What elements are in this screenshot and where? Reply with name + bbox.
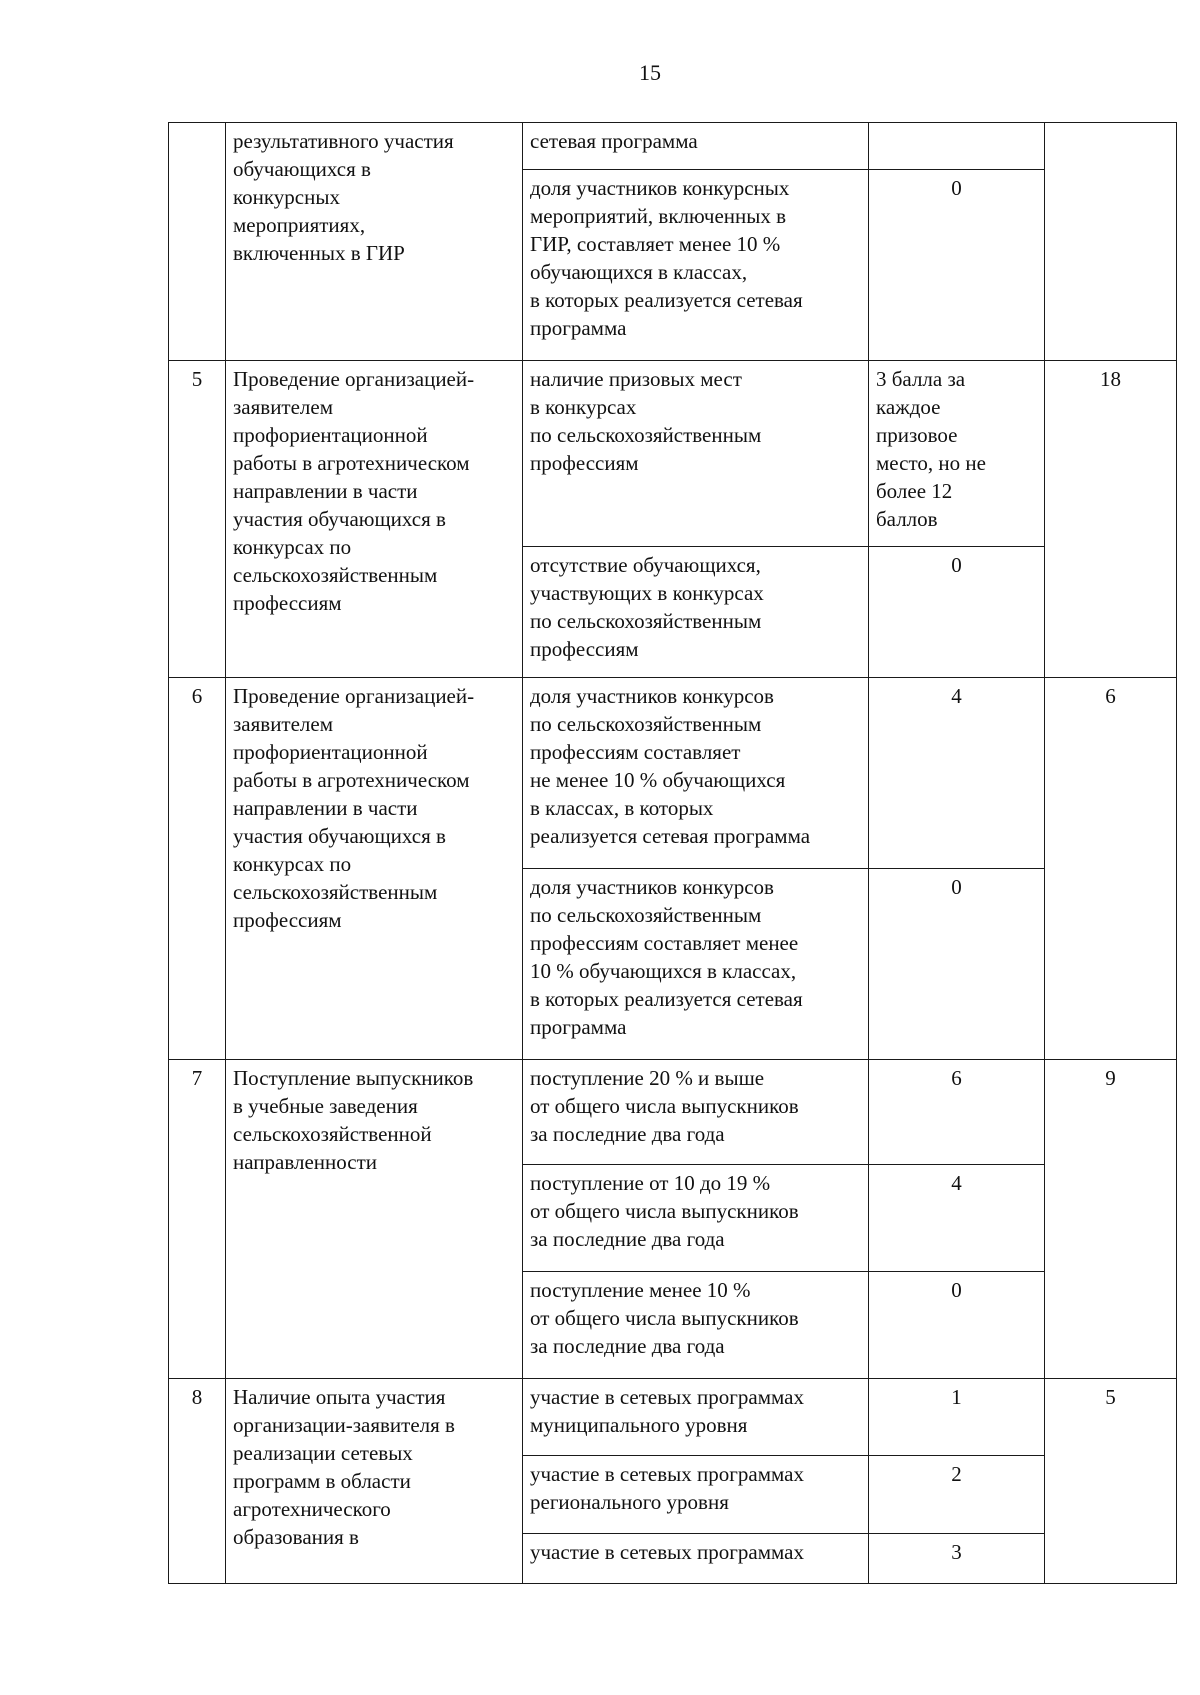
criterion-name: результативного участия обучающихся в конкурсных мероприятиях, включенных в ГИР xyxy=(226,123,523,361)
criterion-number: 8 xyxy=(169,1378,226,1583)
table-row xyxy=(169,678,1177,868)
max-points xyxy=(1045,123,1177,361)
max-points: 18 xyxy=(1045,361,1177,678)
table-row xyxy=(169,1059,1177,1165)
condition-points: 3 балла за каждое призовое место, но не более 12 баллов xyxy=(869,361,1045,546)
condition-text: доля участников конкурсов по сельскохозяйственным профессиям составляет не менее 10 % обучающихся в классах, в которых реализуется сетевая программа xyxy=(523,678,869,868)
criteria-table xyxy=(168,122,1177,1584)
condition-points: 4 xyxy=(869,1165,1045,1272)
condition-points: 1 xyxy=(869,1378,1045,1455)
condition-points: 2 xyxy=(869,1456,1045,1533)
condition-points: 0 xyxy=(869,1272,1045,1379)
condition-text: доля участников конкурсных мероприятий, включенных в ГИР, составляет менее 10 % обучающихся в классах, в которых реализуется сетевая программа xyxy=(523,170,869,361)
criterion-number: 6 xyxy=(169,678,226,1059)
condition-points: 0 xyxy=(869,170,1045,361)
condition-points xyxy=(869,123,1045,170)
condition-points: 6 xyxy=(869,1059,1045,1165)
condition-text: участие в сетевых программах регионального уровня xyxy=(523,1456,869,1533)
criterion-name: Наличие опыта участия организации-заявителя в реализации сетевых программ в области агротехнического образования в xyxy=(226,1378,523,1583)
condition-text: доля участников конкурсов по сельскохозяйственным профессиям составляет менее 10 % обучающихся в классах, в которых реализуется сетевая программа xyxy=(523,868,869,1059)
max-points: 5 xyxy=(1045,1378,1177,1583)
condition-text: поступление 20 % и выше от общего числа выпускников за последние два года xyxy=(523,1059,869,1165)
criterion-number: 7 xyxy=(169,1059,226,1378)
criterion-name: Проведение организацией- заявителем профориентационной работы в агротехническом направлении в части участия обучающихся в конкурсах по сельскохозяйственным профессиям xyxy=(226,678,523,1059)
condition-points: 3 xyxy=(869,1533,1045,1583)
condition-text: участие в сетевых программах муниципального уровня xyxy=(523,1378,869,1455)
table-row xyxy=(169,1378,1177,1455)
max-points: 9 xyxy=(1045,1059,1177,1378)
condition-text: участие в сетевых программах xyxy=(523,1533,869,1583)
condition-points: 0 xyxy=(869,546,1045,678)
condition-text: наличие призовых мест в конкурсах по сельскохозяйственным профессиям xyxy=(523,361,869,546)
condition-text: поступление менее 10 % от общего числа выпускников за последние два года xyxy=(523,1272,869,1379)
condition-points: 0 xyxy=(869,868,1045,1059)
condition-text: поступление от 10 до 19 % от общего числа выпускников за последние два года xyxy=(523,1165,869,1272)
table-row xyxy=(169,361,1177,546)
criterion-number xyxy=(169,123,226,361)
table-row xyxy=(169,123,1177,170)
page-number: 15 xyxy=(639,60,661,85)
condition-points: 4 xyxy=(869,678,1045,868)
condition-text: отсутствие обучающихся, участвующих в конкурсах по сельскохозяйственным профессиям xyxy=(523,546,869,678)
condition-text: сетевая программа xyxy=(523,123,869,170)
criterion-name: Поступление выпускников в учебные заведения сельскохозяйственной направленности xyxy=(226,1059,523,1378)
max-points: 6 xyxy=(1045,678,1177,1059)
criterion-number: 5 xyxy=(169,361,226,678)
criterion-name: Проведение организацией- заявителем профориентационной работы в агротехническом направлении в части участия обучающихся в конкурсах по сельскохозяйственным профессиям xyxy=(226,361,523,678)
